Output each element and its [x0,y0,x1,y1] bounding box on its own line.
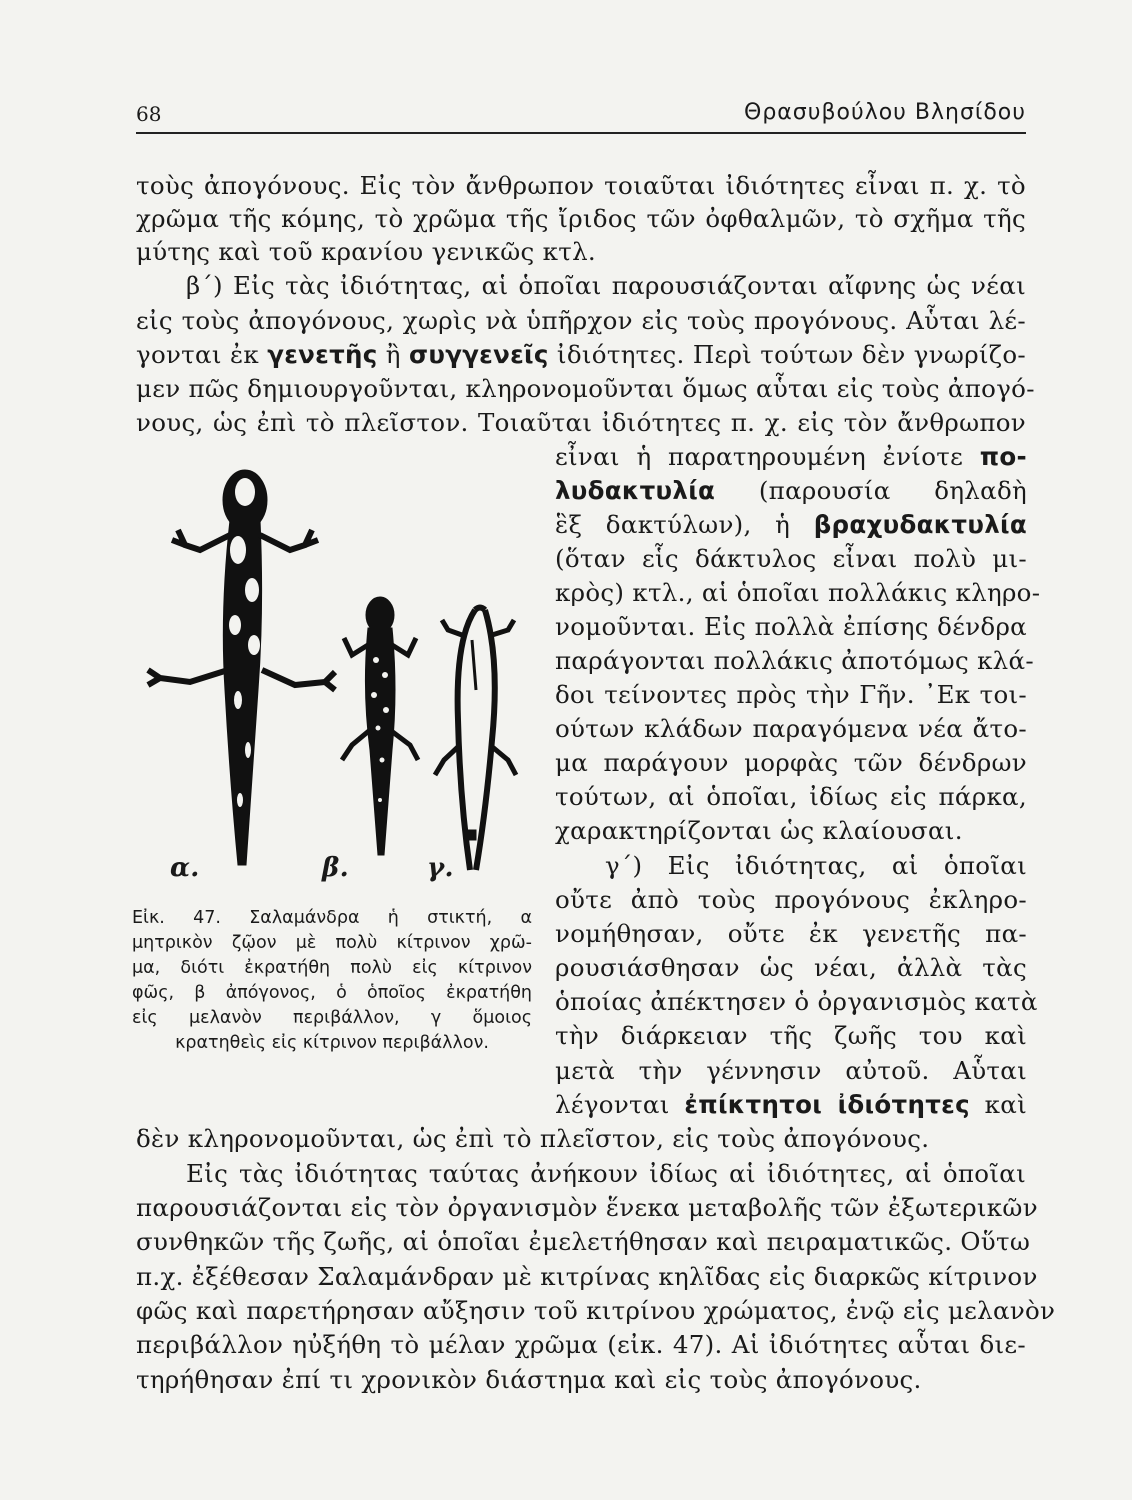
text-run: εἶναι ἡ παρατηρουμένη ἐνίοτε [555,442,980,471]
text-line: δοι τείνοντες πρὸς τὴν Γῆν. ᾿Εκ τοι- [555,680,1027,709]
text-line: φῶς καὶ παρετήρησαν αὔξησιν τοῦ κιτρίνου χρώματος, ἐνῷ εἰς μελανὸν [136,1296,1056,1325]
figure-label-c: γ. [427,853,454,883]
text-run: λέγονται [555,1090,685,1119]
text-line: γ΄) Εἰς ἰδιότητας, αἱ ὁποῖαι [605,851,1027,880]
text-line: εἰς τοὺς ἀπογόνους, χωρὶς νὰ ὑπῆρχον εἰς τοὺς προγόνους. Αὗται λέ- [136,306,1026,335]
caption-line: φῶς, β ἀπόγονος, ὁ ὁποῖος ἐκρατήθη [132,983,532,1003]
text-line: ούτων κλάδων παραγόμενα νέα ἄτο- [555,714,1027,743]
text-run: ἰδιότητες. Περὶ τούτων δὲν γνωρίζο- [548,340,1027,369]
figure-label-a: α. [170,853,200,883]
text-line: περιβάλλον ηὐξήθη τὸ μέλαν χρῶμα (εἰκ. 47). Αἱ ἰδιότητες αὗται διε- [136,1330,1026,1359]
text-run: ἢ [377,340,409,369]
bold-term: πο- [979,442,1027,471]
text-run: γονται ἐκ [136,340,268,369]
text-run: (παρουσία δηλαδὴ [715,476,1027,505]
text-line: μεν πῶς δημιουργοῦνται, κληρονομοῦνται ὅμως αὗται εἰς τοὺς ἀπογό- [136,374,1035,403]
text-line: παράγονται πολλάκις ἀποτόμως κλά- [555,646,1034,675]
page-number: 68 [136,102,162,126]
running-head: Θρασυβούλου Βλησίδου [744,100,1026,125]
text-line [136,339,1026,371]
text-line: μα παράγουν μορφὰς τῶν δένδρων [555,748,1027,777]
text-line: δὲν κληρονομοῦνται, ὡς ἐπὶ τὸ πλεῖστον, εἰς τοὺς ἀπογόνους. [136,1124,930,1153]
caption-line: κρατηθεὶς εἰς κίτρινον περιβάλλον. [175,1033,489,1053]
bold-term-polydactyly: λυδακτυλία [555,476,716,505]
text-line: β΄) Εἰς τὰς ἰδιότητας, αἱ ὁποῖαι παρουσιάζονται αἴφνης ὡς νέαι [186,271,1026,300]
text-line: παρουσιάζονται εἰς τὸν ὀργανισμὸν ἕνεκα μεταβολῆς τῶν ἐξωτερικῶν [136,1193,1038,1222]
caption-line: μα, διότι ἐκρατήθη πολὺ εἰς κίτρινον [132,958,532,978]
bold-term-brachydactyly: βραχυδακτυλία [813,510,1027,539]
bold-term-congenital: συγγενεῖς [408,340,549,369]
caption-line: εἰς μελανὸν περιβάλλον, γ ὅμοιος [132,1008,532,1028]
salamander-b [342,597,418,855]
text-run: καὶ [969,1090,1027,1119]
text-line: Εἰς τὰς ἰδιότητας ταύτας ἀνήκουν ἰδίως αἱ ἰδιότητες, αἱ ὁποῖαι [186,1159,1026,1188]
salamander-figure [130,460,540,900]
text-line: (ὅταν εἷς δάκτυλος εἶναι πολὺ μι- [555,544,1027,573]
bold-term-acquired: ἐπίκτητοι ἰδιότητες [684,1090,970,1119]
text-line: νομήθησαν, οὔτε ἐκ γενετῆς πα- [555,919,1027,948]
page-header [136,98,1026,134]
caption-line: μητρικὸν ζῷον μὲ πολὺ κίτρινον χρῶ- [132,933,532,953]
figure-label-b: β. [322,853,349,883]
text-line: οὔτε ἀπὸ τοὺς προγόνους ἐκληρο- [555,885,1027,914]
text-line [555,441,1027,473]
text-line: νους, ὡς ἐπὶ τὸ πλεῖστον. Τοιαῦται ἰδιότητες π. χ. εἰς τὸν ἄνθρωπον [136,408,1026,437]
text-line: νομοῦνται. Εἰς πολλὰ ἐπίσης δένδρα [555,612,1027,641]
text-line: τούτων, αἱ ὁποῖαι, ἰδίως εἰς πάρκα, [555,782,1027,811]
bold-term-genetic: γενετῆς [267,340,378,369]
text-line: τοὺς ἀπογόνους. Εἰς τὸν ἄνθρωπον τοιαῦται ἰδιότητες εἶναι π. χ. τὸ [136,171,1026,200]
text-line [555,475,1027,507]
text-line: συνθηκῶν τῆς ζωῆς, αἱ ὁποῖαι ἐμελετήθησαν καὶ πειραματικῶς. Οὕτω [136,1227,1031,1256]
text-line [555,509,1027,541]
salamander-c [435,608,516,871]
text-line: τὴν διάρκειαν τῆς ζωῆς του καὶ [555,1021,1027,1050]
text-line: π.χ. ἐξέθεσαν Σαλαμάνδραν μὲ κιτρίνας κηλῖδας εἰς διαρκῶς κίτρινον [136,1262,1038,1291]
text-run: ἓξ δακτύλων), ἡ [555,510,814,539]
text-line: ρουσιάσθησαν ὡς νέαι, ἀλλὰ τὰς [555,953,1027,982]
text-line: κρὸς) κτλ., αἱ ὁποῖαι πολλάκις κληρο- [555,578,1041,607]
text-line [555,1089,1027,1121]
text-line: μύτης καὶ τοῦ κρανίου γενικῶς κτλ. [136,237,597,266]
text-line: ὁποίας ἀπέκτησεν ὁ ὀργανισμὸς κατὰ [555,987,1038,1016]
text-line: μετὰ τὴν γέννησιν αὐτοῦ. Αὗται [555,1056,1027,1085]
text-line: χρῶμα τῆς κόμης, τὸ χρῶμα τῆς ἴριδος τῶν ὀφθαλμῶν, τὸ σχῆμα τῆς [136,204,1026,233]
text-line: τηρήθησαν ἐπί τι χρονικὸν διάστημα καὶ εἰς τοὺς ἀπογόνους. [136,1365,922,1394]
caption-line: Εἰκ. 47. Σαλαμάνδρα ἡ στικτή, α [132,908,532,928]
figure-caption [132,906,532,1056]
salamander-a [148,470,335,865]
text-line: χαρακτηρίζονται ὡς κλαίουσαι. [555,816,963,845]
